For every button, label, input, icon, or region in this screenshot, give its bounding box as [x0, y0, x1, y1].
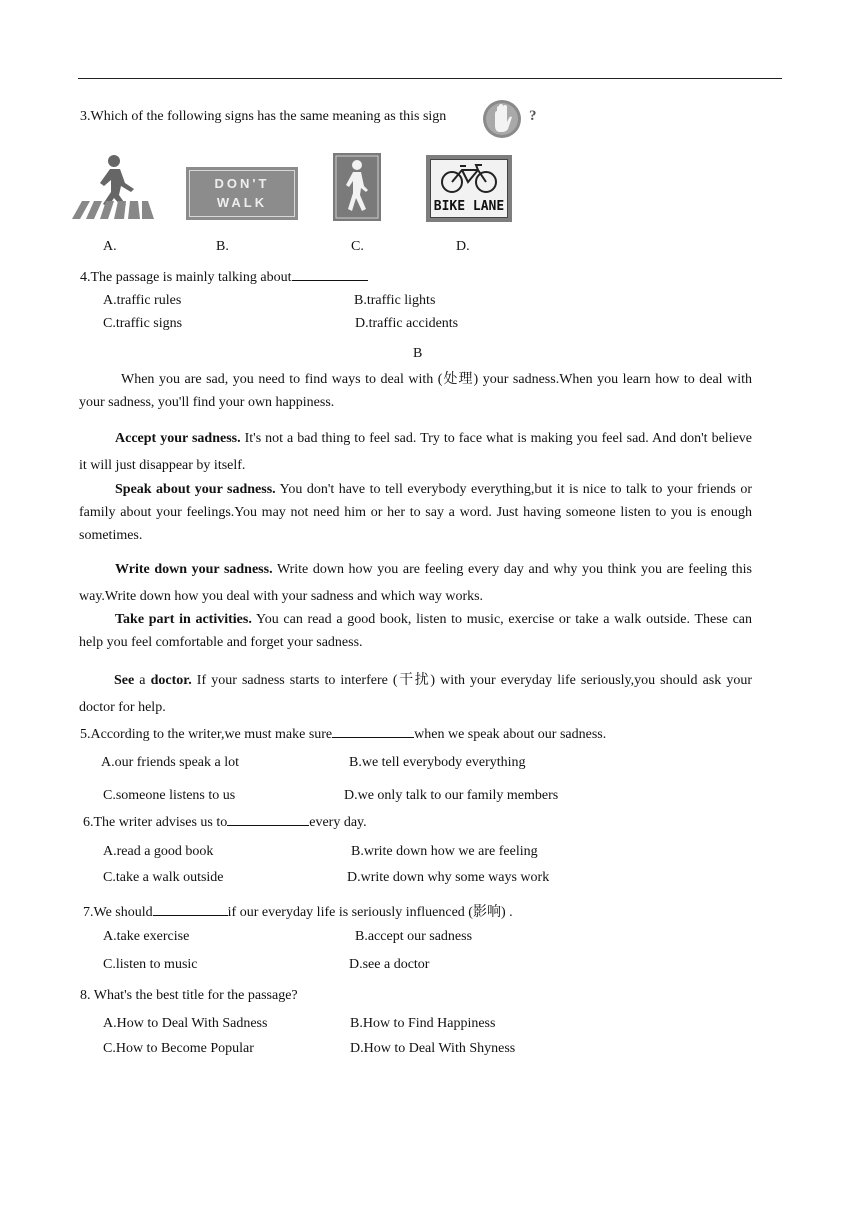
q3-label-d: D.: [456, 239, 470, 254]
q7-question: [83, 901, 513, 921]
paragraph-activities-body: You can read a good book, listen to music, exercise or take a walk outside. These can help you feel comfortable and forget your sadness.: [79, 612, 753, 650]
header-rule: [78, 78, 782, 79]
q5-option-a: A.our friends speak a lot: [101, 755, 240, 770]
paragraph-doctor-body: If your sadness starts to interfere (干扰) with your everyday life seriously,you should ask your doctor for help.: [79, 673, 752, 715]
q5-blank: [332, 725, 414, 738]
paragraph-speak-body: You don't have to tell everybody everything,but it is nice to talk to your friends or family about your feelings.You may not need him or her to say a word. Just having someone listen to you is enough sometimes.: [79, 482, 753, 543]
q5-question: [80, 725, 606, 743]
q8-option-c: C.How to Become Popular: [103, 1041, 254, 1056]
q3-label-c: C.: [351, 239, 364, 254]
q3-question: 3.Which of the following signs has the same meaning as this sign: [80, 109, 447, 124]
q7-option-a: A.take exercise: [103, 929, 190, 944]
q5-option-d: D.we only talk to our family members: [344, 788, 559, 803]
sign-a-pedestrian-crossing-icon: [70, 153, 154, 221]
paragraph-write-heading: Write down your sadness.: [115, 562, 273, 577]
paragraph-accept-heading: Accept your sadness.: [115, 431, 241, 446]
paragraph-doctor-heading-b: doctor.: [150, 673, 192, 688]
paragraph-accept-body: It's not a bad thing to feel sad. Try to face what is making you feel sad. And don't believe it will just disappear by itself.: [79, 431, 753, 473]
q4-option-a: A.traffic rules: [103, 293, 182, 308]
paragraph-speak-heading: Speak about your sadness.: [115, 482, 276, 497]
q4-option-b: B.traffic lights: [354, 293, 436, 308]
q8-option-b: B.How to Find Happiness: [350, 1016, 496, 1031]
q8-option-a: A.How to Deal With Sadness: [103, 1016, 268, 1031]
q3-question-mark: ?: [529, 108, 537, 124]
paragraph-doctor-heading-a: See: [114, 673, 135, 688]
q8-question: 8. What's the best title for the passage?: [80, 988, 298, 1003]
q4-blank: [292, 268, 368, 281]
q7-blank: [153, 903, 228, 916]
q7-question-start: 7.We should: [83, 905, 153, 920]
q6-question-end: every day.: [309, 815, 367, 830]
paragraph-doctor-mid: a: [134, 673, 151, 688]
q6-option-c: C.take a walk outside: [103, 870, 224, 885]
sign-b-line2: WALK: [216, 195, 268, 210]
q4-option-c: C.traffic signs: [103, 316, 183, 331]
q6-option-d: D.write down why some ways work: [347, 870, 550, 885]
q5-question-end: when we speak about our sadness.: [414, 727, 607, 742]
passage-paragraph-write: [79, 556, 752, 610]
passage-paragraph-activities: [79, 608, 752, 654]
sign-d-text: BIKE LANE: [433, 199, 505, 214]
q5-option-c: C.someone listens to us: [103, 788, 236, 803]
passage-paragraph-doctor: [79, 667, 752, 721]
sign-b-line1: DON'T: [214, 176, 270, 191]
q6-blank: [227, 813, 309, 826]
q7-question-end: if our everyday life is seriously influenced (影响) .: [227, 905, 513, 920]
section-b-heading: B: [413, 346, 423, 361]
q5-option-b: B.we tell everybody everything: [349, 755, 526, 770]
sign-d-bike-lane: [426, 155, 512, 222]
q4-option-d: D.traffic accidents: [355, 316, 459, 331]
sign-b-dont-walk: [186, 167, 298, 220]
q7-option-d: D.see a doctor: [349, 957, 430, 972]
passage-intro: When you are sad, you need to find ways to deal with (处理) your sadness.When you learn how to deal with your sadness, you'll find your own happiness.: [79, 372, 752, 410]
passage-paragraph-speak: [79, 478, 752, 547]
q5-question-start: 5.According to the writer,we must make sure: [80, 727, 333, 742]
q6-question-start: 6.The writer advises us to: [83, 815, 228, 830]
q7-option-b: B.accept our sadness: [355, 929, 473, 944]
q4-question: [80, 268, 368, 286]
stop-hand-icon: [482, 96, 542, 142]
sign-c-walking-person-icon: [333, 153, 381, 221]
q3-label-b: B.: [216, 239, 229, 254]
q8-option-d: D.How to Deal With Shyness: [350, 1041, 516, 1056]
q4-question-text: 4.The passage is mainly talking about: [80, 270, 292, 285]
q6-question: [83, 813, 367, 831]
q6-option-a: A.read a good book: [103, 844, 214, 859]
q3-label-a: A.: [103, 239, 117, 254]
paragraph-write-body: Write down how you are feeling every day and why you think you are feeling this way.Write down how you deal with your sadness and which way works.: [79, 562, 752, 604]
q7-option-c: C.listen to music: [103, 957, 198, 972]
paragraph-activities-heading: Take part in activities.: [115, 612, 252, 627]
q6-option-b: B.write down how we are feeling: [351, 844, 538, 859]
bicycle-icon: [440, 162, 498, 194]
passage-paragraph-accept: [79, 425, 752, 479]
